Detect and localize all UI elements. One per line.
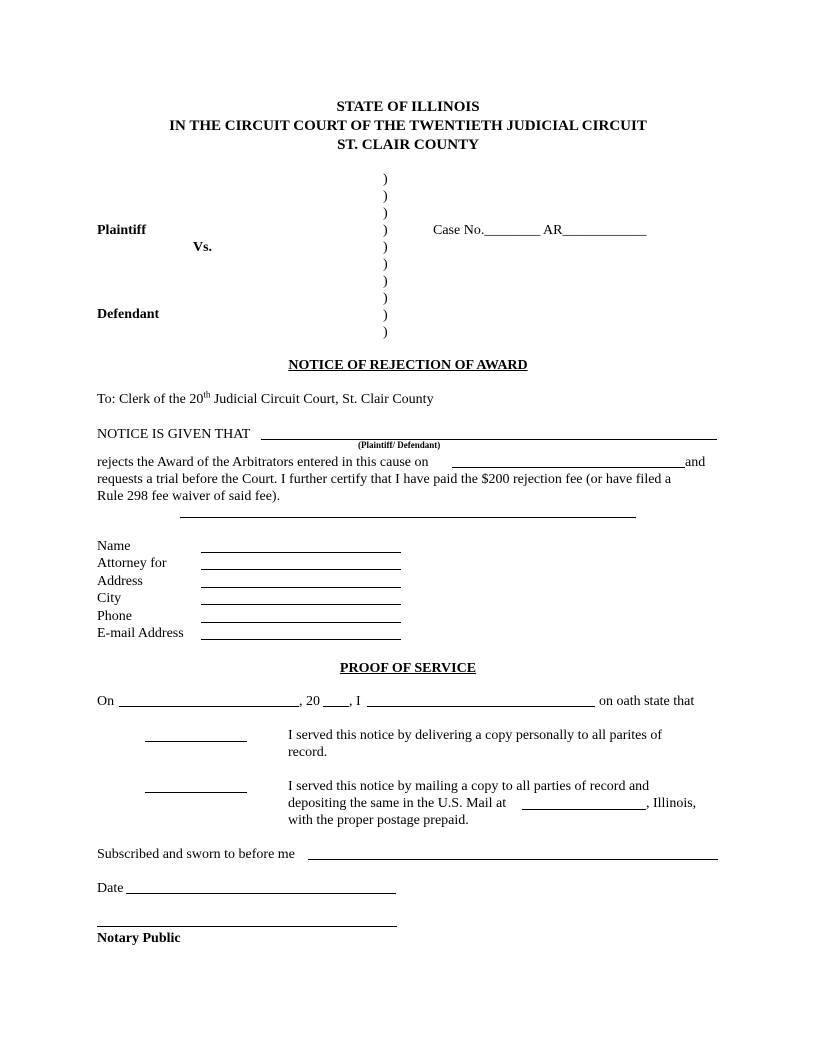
to-prefix: To: Clerk of the 20 — [97, 392, 204, 407]
oath-text: on oath state that — [599, 694, 695, 709]
service-date-line[interactable] — [119, 706, 299, 707]
email-label: E-mail Address — [97, 626, 184, 641]
personal-service-check-line[interactable] — [145, 741, 247, 742]
notary-signature-line[interactable] — [97, 926, 397, 927]
mail-service-check-line[interactable] — [145, 792, 247, 793]
award-date-line[interactable] — [452, 467, 685, 468]
header-state: STATE OF ILLINOIS — [336, 99, 480, 115]
mail-service-text-2b: , Illinois, — [646, 796, 697, 811]
notice-given-label: NOTICE IS GIVEN THAT — [97, 427, 251, 442]
attorney-for-line[interactable] — [201, 569, 401, 570]
caption-paren: ) — [383, 274, 388, 289]
phone-line[interactable] — [201, 622, 401, 623]
email-line[interactable] — [201, 639, 401, 640]
on-label: On — [97, 694, 115, 709]
subscribed-line[interactable] — [308, 859, 718, 860]
mail-service-text-3: with the proper postage prepaid. — [288, 813, 469, 828]
address-line[interactable] — [201, 587, 401, 588]
notary-label: Notary Public — [97, 931, 181, 946]
personal-service-text-2: record. — [288, 745, 328, 760]
address-label: Address — [97, 574, 143, 589]
trial-request-text: requests a trial before the Court. I further certify that I have paid the $200 rejection fee (or have filed a — [97, 472, 672, 487]
year-prefix: , 20 — [299, 694, 320, 709]
caption-paren: ) — [383, 291, 388, 306]
caption-paren: ) — [383, 257, 388, 272]
caption-paren: ) — [383, 308, 388, 323]
header-county: ST. CLAIR COUNTY — [337, 137, 479, 153]
rejects-and: and — [685, 455, 706, 470]
to-suffix: Judicial Circuit Court, St. Clair County — [210, 392, 434, 407]
notice-title: NOTICE OF REJECTION OF AWARD — [288, 358, 528, 373]
caption-paren: ) — [383, 189, 388, 204]
phone-label: Phone — [97, 609, 132, 624]
caption-paren: ) — [383, 240, 388, 255]
caption-paren: ) — [383, 325, 388, 340]
i-label: , I — [349, 694, 361, 709]
caption-paren: ) — [383, 223, 388, 238]
proof-title: PROOF OF SERVICE — [339, 661, 477, 676]
date-label: Date — [97, 881, 124, 896]
plaintiff-label: Plaintiff — [97, 223, 146, 238]
caption-paren: ) — [383, 172, 388, 187]
personal-service-text-1: I served this notice by delivering a copy personally to all parites of — [288, 728, 663, 743]
year-line[interactable] — [323, 706, 349, 707]
city-label: City — [97, 591, 122, 606]
server-name-line[interactable] — [367, 706, 595, 707]
to-clerk-line — [97, 391, 434, 408]
to-superscript: th — [203, 389, 211, 400]
rejects-text: rejects the Award of the Arbitrators entered in this cause on — [97, 455, 429, 470]
mail-service-text-1: I served this notice by mailing a copy to all parties of record and — [288, 779, 650, 794]
versus-label: Vs. — [193, 240, 213, 255]
case-number-field[interactable]: Case No.________ AR____________ — [433, 223, 647, 238]
caption-paren: ) — [383, 206, 388, 221]
mail-city-line[interactable] — [522, 809, 646, 810]
fee-waiver-text: Rule 298 fee waiver of said fee). — [97, 489, 281, 504]
attorney-for-label: Attorney for — [97, 556, 167, 571]
signature-line[interactable] — [180, 517, 636, 518]
party-name-line[interactable] — [261, 439, 717, 440]
defendant-label: Defendant — [97, 307, 160, 322]
city-line[interactable] — [201, 604, 401, 605]
header-court: IN THE CIRCUIT COURT OF THE TWENTIETH JUDICIAL CIRCUIT — [169, 118, 647, 134]
mail-service-text-2a: depositing the same in the U.S. Mail at — [288, 796, 507, 811]
name-line[interactable] — [201, 552, 401, 553]
name-label: Name — [97, 539, 131, 554]
party-hint: (Plaintiff/ Defendant) — [358, 440, 441, 450]
subscribed-text: Subscribed and sworn to before me — [97, 847, 295, 862]
date-line[interactable] — [126, 893, 396, 894]
